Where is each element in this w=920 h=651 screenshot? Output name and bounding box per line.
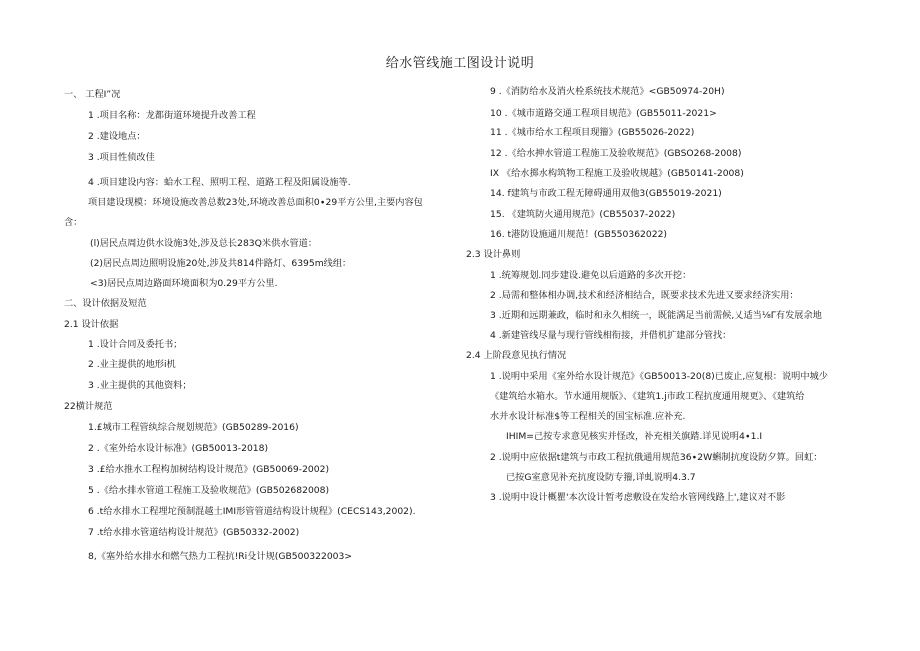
- list-item: 3 .说明中设计概瞿'本次设计暂考虑敷设在发给水管网线路上',建议对不影: [490, 492, 786, 503]
- paragraph-line: 《建筑给水箱水。节水通用规版》、《建筑1.j市政工程抗度通用规更》、《建筑给: [490, 391, 805, 402]
- section-1-heading: 一、 工程I”况: [64, 89, 121, 100]
- list-item: 4 .新建管线尽量与现行管线相衔接，并借机扩建部分管找：: [490, 330, 732, 341]
- subsection-heading: 22横计规范: [64, 401, 113, 412]
- subsection-heading: 2.1 设计依据: [64, 319, 119, 330]
- list-item: 6 .t给水排水工程埋坨预制混越土IMI形管管道结构设计规程》(CECS143,2002).: [88, 506, 416, 517]
- paragraph-line: 含：: [64, 217, 83, 228]
- list-item: 2 .建设地点：: [88, 131, 146, 142]
- list-item: <3)居民点周边路面环境面积为0.29平方公里.: [90, 278, 278, 289]
- list-item: 7 .t给水排水管道结构设计规范》(GB50332-2002): [88, 527, 300, 538]
- list-item: IX 《给水掷水构筑物工程施工及验收规越》(GB50141-2008): [490, 168, 744, 179]
- reply-note: 已按G室意见补充抗度设防专籀,详虬说明4.3.7: [506, 472, 696, 483]
- list-item: 1 .项目名称：龙都街道环境提升改善工程: [88, 110, 256, 121]
- list-item: 5 .《给水排水管道工程施工及验收规范》(GB502682008): [88, 485, 330, 496]
- section-2-heading: 二、设计依据及短范: [64, 298, 147, 309]
- list-item: 3 .项目性侦改佳: [88, 152, 155, 163]
- list-item: 2 .说明中应依据t建筑与市政工程抗俄通用规范36∙2W蝌制抗度设防夕算。回虹：: [490, 452, 823, 463]
- list-item: 1 .设计合同及委托书；: [88, 339, 183, 350]
- list-item: 2 .业主提供的地形i机: [88, 359, 176, 370]
- list-item: (l)居民点周边供水设施3处,涉及总长283Q米供水管道：: [90, 238, 318, 249]
- list-item: 12 .《给水抻水管道工程施工及验收规范》(GBSO268-2008): [490, 148, 742, 159]
- paragraph-line: 项目建设现模：环境设施改善总数23处,环境改善总面积0∙29平方公里,主要内容包: [88, 197, 423, 208]
- list-item: 14. f建筑与市政工程无障碍通用双他3(GB55019-2021): [490, 188, 722, 199]
- list-item: 1 .统筹规划.同步建设.避免以后道路的多次开挖：: [490, 270, 692, 281]
- list-item: 3 .近期和远期兼政，临时和永久相统一，既能满足当前需候,乂适当⅛Γ有发展余地: [490, 310, 822, 321]
- list-item: (2)居民点周边照明设施20处,涉及共814件路灯、6395m线组：: [90, 258, 352, 269]
- list-item: 1 .说明中采用《室外给水设计规范》《GB50013-20(8)已废止,应复根：说明中城少: [490, 371, 828, 382]
- reply-note: IHIM=己按专求意见核实并怪改，补充相关旗踏.详见说明4∙1.I: [506, 431, 763, 442]
- list-item: 10 .《城市道路交通工程项目规范》(GB55011-2021>: [490, 108, 717, 119]
- subsection-heading: 2.4 上阶段意见执行情况: [466, 350, 567, 361]
- list-item: 4 .项目建设内容：蛤水工程、照明工程、道路工程及阳属设施等.: [88, 177, 351, 188]
- list-item: 9 .《消防给水及消火栓系统技术规范》<GB50974-20H): [490, 86, 725, 97]
- document-title: 给水管线施工图设计说明: [385, 56, 535, 71]
- list-item: 8,《塞外给水排水和燃气热力工程抗!Ri殳计规(GB500322003>: [88, 551, 353, 562]
- list-item: 2 .《室外给水设计标准》(GB50013-2018): [88, 443, 269, 454]
- list-item: 3 .£给水推水工程构加树结构设计规范》(GB50069-2002): [88, 464, 330, 475]
- paragraph-line: 水并水设计标准$等工程相关的国宝标准.应补充.: [490, 411, 686, 422]
- list-item: 2 .局需和整体相办调,技术和经济相结合，既要求技术先进又要求经济实用：: [490, 290, 799, 301]
- subsection-heading: 2.3 设计鼻则: [466, 249, 521, 260]
- list-item: 15. 《建筑防火通用规范》(CB55037-2022): [490, 209, 676, 220]
- list-item: 11 .《城市给水工程项目现籀》(GB55026-2022): [490, 127, 695, 138]
- list-item: 3 .业主提供的其他资料；: [88, 380, 192, 391]
- list-item: 16. t港防设施通川规范！(GB550362022): [490, 229, 668, 240]
- list-item: 1.£城市工程管纨综合规划规范》(GB50289-2016): [88, 422, 299, 433]
